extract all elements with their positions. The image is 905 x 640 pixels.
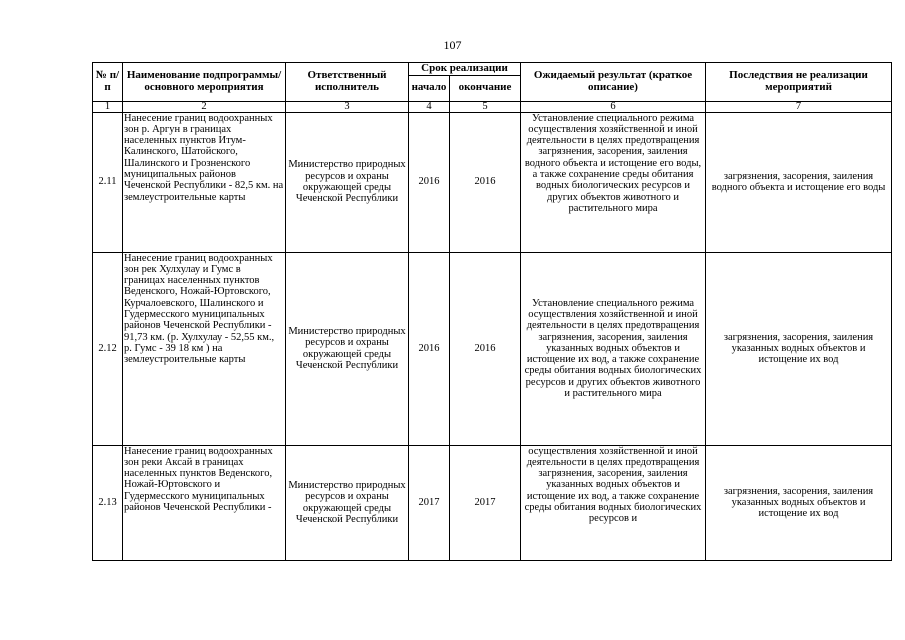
header-consequences: Последствия не реализации мероприятий (706, 63, 892, 102)
row-consequences: загрязнения, засорения, заиления водного объекта и истощение его воды (706, 112, 892, 252)
page-number: 107 (443, 38, 462, 52)
table-row (93, 445, 892, 560)
row-name: Нанесение границ водоохранных зон реки Аксай в границах населенных пунктов Веденского, Ножай-Юртовского и Гудермесского муниципальных районов Чеченской Республики - (123, 445, 286, 560)
header-end: окончание (450, 75, 521, 101)
header-result: Ожидаемый результат (краткое описание) (521, 63, 706, 102)
header-name: Наименование подпрограммы/ основного мероприятия (123, 63, 286, 102)
header-start: начало (409, 75, 450, 101)
row-executor: Министерство природных ресурсов и охраны окружающей среды Чеченской Республики (286, 252, 409, 445)
row-consequences: загрязнения, засорения, заиления указанных водных объектов и истощение их вод (706, 445, 892, 560)
row-result: Установление специального режима осуществления хозяйственной и иной деятельности в целях предотвращения загрязнения, засорения, заиления водного объекта и истощение его воды, а также сохранение среды обитания водных биологических ресурсов и других объектов животного и растительного мира (521, 112, 706, 252)
header-executor: Ответственный исполнитель (286, 63, 409, 102)
row-result: осуществления хозяйственной и иной деятельности в целях предотвращения загрязнения, засорения, заиления указанных водных объектов и истощение их вод, а также сохранение среды обитания водных биологических ресурсов и (521, 445, 706, 560)
row-result: Установление специального режима осуществления хозяйственной и иной деятельности в целях предотвращения загрязнения, засорения, заиления указанных водных объектов и истощение их вод, а также сохранение среды обитания водных биологических ресурсов и других объектов животного и растительного мира (521, 252, 706, 445)
row-executor: Министерство природных ресурсов и охраны окружающей среды Чеченской Республики (286, 112, 409, 252)
table-row (93, 252, 892, 445)
column-number: 1 (93, 101, 123, 112)
column-number: 5 (450, 101, 521, 112)
table-row (93, 112, 892, 252)
column-numbers-row (93, 101, 892, 112)
row-start: 2016 (409, 252, 450, 445)
row-end: 2017 (450, 445, 521, 560)
row-start: 2016 (409, 112, 450, 252)
row-number: 2.12 (93, 252, 123, 445)
row-end: 2016 (450, 252, 521, 445)
row-executor: Министерство природных ресурсов и охраны окружающей среды Чеченской Республики (286, 445, 409, 560)
column-number: 6 (521, 101, 706, 112)
header-row (93, 63, 892, 76)
row-name: Нанесение границ водоохранных зон р. Аргун в границах населенных пунктов Итум-Калинского, Шатойского, Шалинского и Грозненского муниципальных районов Чеченской Республики - 82,5 км. на землеустроительные карты (123, 112, 286, 252)
measures-table (92, 62, 892, 561)
header-num: № п/п (93, 63, 123, 102)
row-number: 2.13 (93, 445, 123, 560)
row-end: 2016 (450, 112, 521, 252)
column-number: 7 (706, 101, 892, 112)
row-number: 2.11 (93, 112, 123, 252)
column-number: 4 (409, 101, 450, 112)
header-period: Срок реализации (409, 63, 521, 76)
row-start: 2017 (409, 445, 450, 560)
row-consequences: загрязнения, засорения, заиления указанных водных объектов и истощение их вод (706, 252, 892, 445)
column-number: 2 (123, 101, 286, 112)
column-number: 3 (286, 101, 409, 112)
row-name: Нанесение границ водоохранных зон рек Хулхулау и Гумс в границах населенных пунктов Веденского, Ножай-Юртовского, Курчалоевского, Шалинского и Гудермесского муниципальных районов Чеченской Республики - 91,73 км. (р. Хулхулау - 52,55 км., р. Гумс - 39 18 км ) на землеустроительные карты (123, 252, 286, 445)
